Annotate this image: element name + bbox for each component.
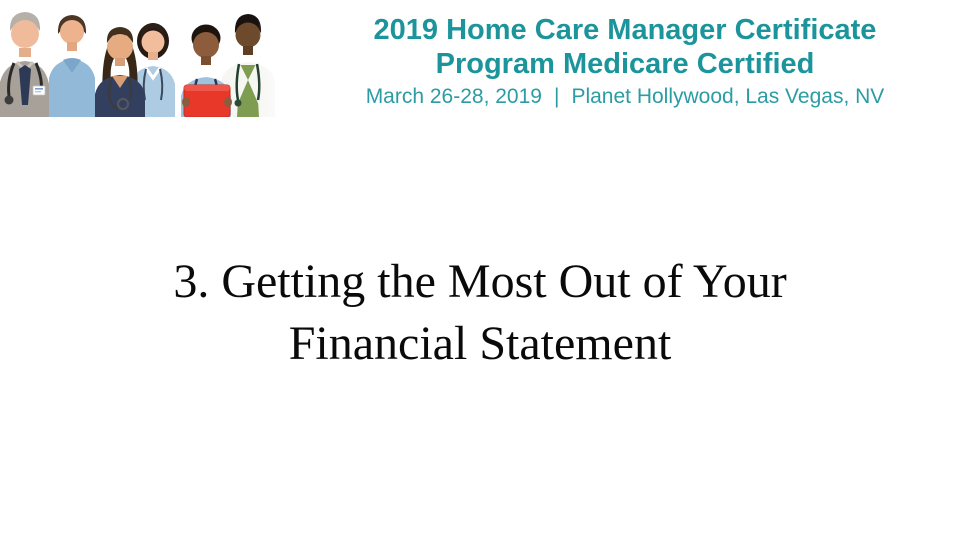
photo-edge-fade bbox=[258, 0, 290, 117]
event-title-line-2: Program Medicare Certified bbox=[435, 48, 815, 80]
slide-title bbox=[0, 251, 960, 375]
person-female-nurse-red-folder bbox=[181, 25, 232, 118]
event-header bbox=[315, 13, 935, 110]
slide-title-line-2: Financial Statement bbox=[288, 317, 672, 370]
person-older-doctor bbox=[0, 12, 49, 117]
slide-title-line-1: 3. Getting the Most Out of Your bbox=[173, 255, 787, 308]
event-date: March 26-28, 2019 bbox=[365, 85, 542, 108]
event-title-line-1: 2019 Home Care Manager Certificate bbox=[373, 14, 877, 46]
healthcare-team-illustration bbox=[0, 0, 290, 117]
healthcare-team-photo bbox=[0, 0, 290, 117]
person-young-male-nurse bbox=[49, 15, 95, 117]
subtitle-separator: | bbox=[553, 85, 560, 108]
event-location: Planet Hollywood, Las Vegas, NV bbox=[571, 85, 885, 108]
event-subtitle bbox=[315, 84, 935, 110]
